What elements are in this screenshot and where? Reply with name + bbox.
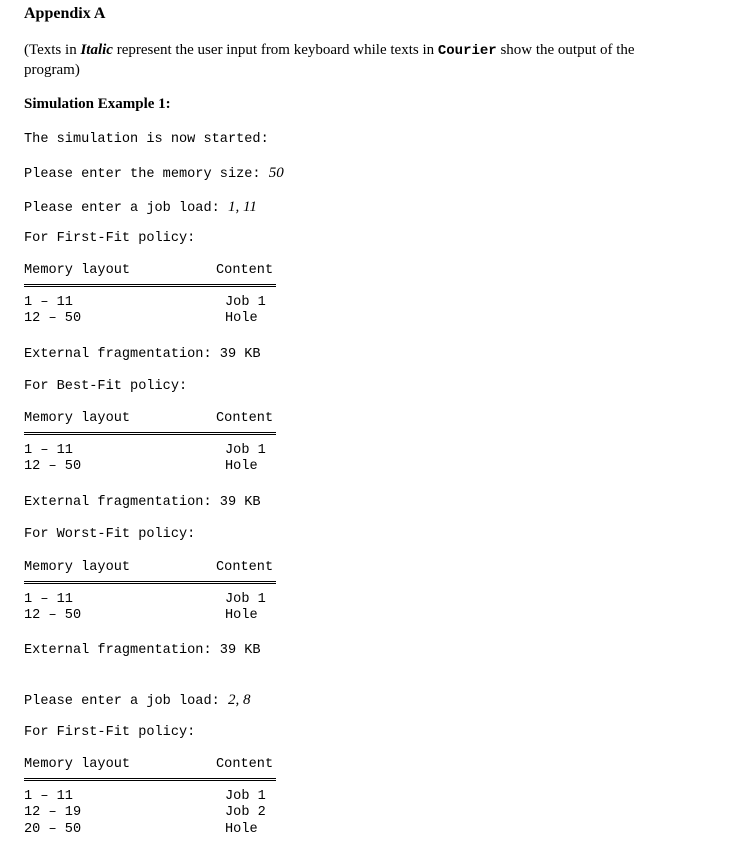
table-row: 12 – 50 Hole (24, 311, 258, 327)
intro-paragraph: (Texts in Italic represent the user input from keyboard while texts in Courier show the output of the program) (24, 42, 635, 78)
column-header-layout: Memory layout (24, 411, 131, 426)
memory-table-best-fit (24, 411, 279, 476)
column-header-content: Content (216, 757, 274, 772)
fragmentation-line: External fragmentation: 39 KB (24, 347, 261, 362)
column-header-content: Content (216, 560, 274, 575)
appendix-title: Appendix A (24, 5, 106, 22)
table-rule (24, 778, 276, 781)
column-header-layout: Memory layout (24, 263, 131, 278)
table-rule (24, 432, 276, 435)
table-rule (24, 284, 276, 287)
policy-first-fit: For First-Fit policy: (24, 231, 196, 246)
table-row: 1 – 11 Job 1 (24, 295, 266, 310)
fragmentation-line: External fragmentation: 39 KB (24, 643, 261, 658)
table-row: 12 – 50 Hole (24, 459, 258, 475)
memory-size-input: 50 (268, 165, 284, 181)
table-row: 12 – 50 Hole (24, 608, 258, 624)
table-row: 1 – 11 Job 1 (24, 789, 266, 804)
example-heading: Simulation Example 1: (24, 96, 171, 112)
table-row: 20 – 50 Hole (24, 821, 258, 837)
column-header-layout: Memory layout (24, 757, 131, 772)
job-load-line: Please enter a job load: 1, 11 (24, 199, 257, 216)
memory-table-first-fit (24, 263, 279, 328)
job-load-input: 2, 8 (227, 692, 251, 708)
column-header-layout: Memory layout (24, 560, 131, 575)
fragmentation-line: External fragmentation: 39 KB (24, 495, 261, 510)
memory-table-worst-fit (24, 560, 279, 625)
memory-size-line: Please enter the memory size: 50 (24, 165, 284, 182)
memory-table-first-fit-2 (24, 757, 279, 838)
job-load-line: Please enter a job load: 2, 8 (24, 692, 251, 709)
table-row: 12 – 19 Job 2 (24, 805, 266, 821)
table-row: 1 – 11 Job 1 (24, 592, 266, 607)
column-header-content: Content (216, 411, 274, 426)
policy-first-fit: For First-Fit policy: (24, 725, 196, 740)
started-line: The simulation is now started: (24, 132, 269, 147)
italic-word: Italic (80, 42, 113, 58)
courier-word: Courier (437, 43, 497, 59)
policy-worst-fit: For Worst-Fit policy: (24, 527, 196, 542)
job-load-input: 1, 11 (227, 199, 257, 215)
table-rule (24, 581, 276, 584)
column-header-content: Content (216, 263, 274, 278)
table-row: 1 – 11 Job 1 (24, 443, 266, 458)
policy-best-fit: For Best-Fit policy: (24, 379, 188, 394)
